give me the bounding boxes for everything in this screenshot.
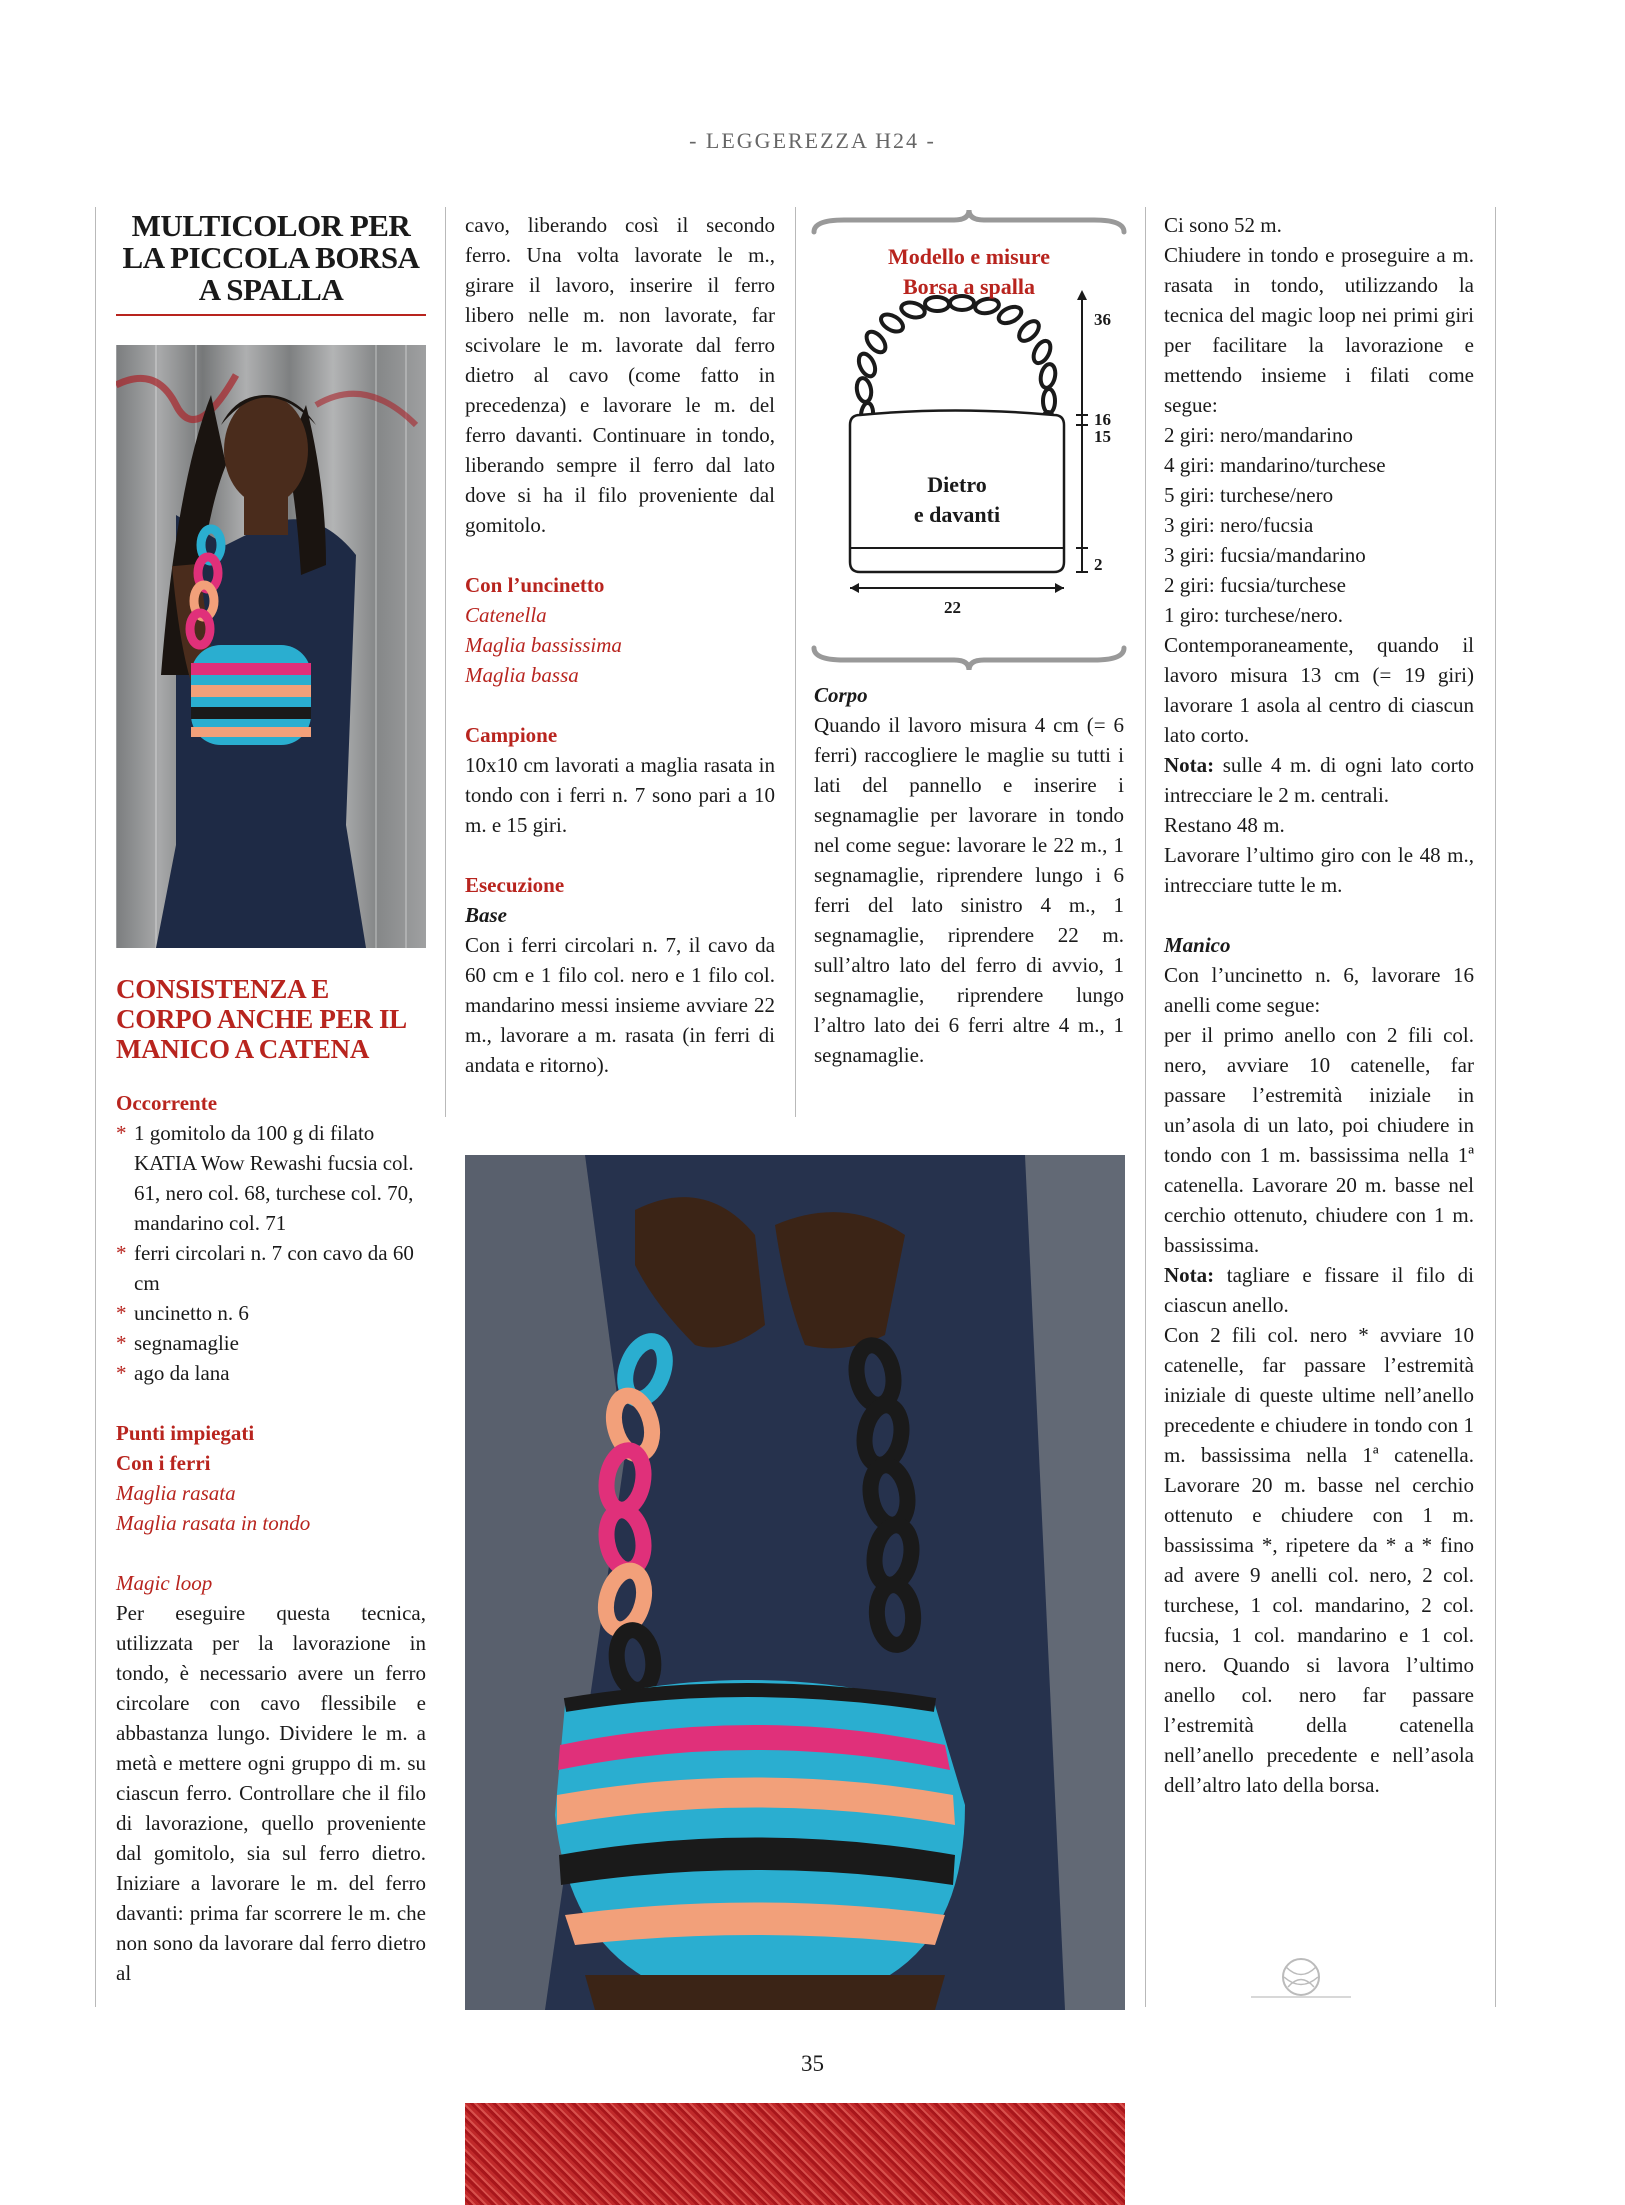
page-number: 35: [801, 2051, 824, 2076]
stitch-name: Maglia rasata in tondo: [116, 1511, 311, 1535]
gauge-text: 10x10 cm lavorati a maglia rasata in tondo con i ferri n. 7 sono pari a 10 m. e 15 giri.: [465, 753, 775, 837]
column-rule: [1145, 207, 1146, 2007]
dimension-label: 16: [1094, 410, 1111, 429]
bullet-star-icon: *: [116, 1331, 127, 1355]
bullet-star-icon: *: [116, 1241, 127, 1265]
base-heading: Base: [465, 903, 507, 927]
column-rule: [795, 207, 796, 1117]
handle-heading: Manico: [1164, 933, 1231, 957]
column-1: [116, 210, 426, 2010]
stitch-name: Maglia rasata: [116, 1481, 236, 1505]
column-4: [1164, 210, 1474, 2010]
dimension-label: 15: [1094, 427, 1111, 446]
knitting-subheading: Con i ferri: [116, 1451, 211, 1475]
stitches-heading: Punti impiegati: [116, 1421, 255, 1445]
remaining-stitches: Restano 48 m.: [1164, 813, 1285, 837]
round-instructions: Chiudere in tondo e proseguire a m. rasata in tondo, utilizzando la tecnica del magic loop nei primi giri per facilitare la lavorazione e mettendo insieme i filati come segue:: [1164, 243, 1474, 417]
column-rule: [1495, 207, 1496, 2007]
handle-intro: Con l’uncinetto n. 6, lavorare 16 anelli come segue:: [1164, 963, 1474, 1017]
gauge-heading: Campione: [465, 723, 558, 747]
color-sequence-item: 1 giro: turchese/nero.: [1164, 603, 1344, 627]
diagram-title: Modello e misure Borsa a spalla: [887, 244, 1051, 299]
magic-loop-continued: cavo, liberando così il secondo ferro. Una volta lavorate le m., girare il lavoro, inserire il ferro libero nelle m. non lavorate, far scivolare le m. lavorate dal ferro dietro al cavo (come fatto in precedenza) e lavorare le m. del ferro davanti. Continuare in tondo, liberando sempre il ferro dal lato dove si ha il filo proveniente dal gomitolo.: [465, 213, 775, 537]
color-sequence-item: 2 giri: nero/mandarino: [1164, 423, 1353, 447]
list-item: * segnamaglie: [116, 1328, 426, 1358]
list-item: * 1 gomitolo da 100 g di filato KATIA Wow Rewashi fucsia col. 61, nero col. 68, turchese col. 70, mandarino col. 71: [116, 1118, 426, 1238]
handle-first-ring: per il primo anello con 2 fili col. nero, avviare 10 catenelle, far passare l’estremità iniziale in un’asola di un lato, poi chiudere in tondo con 1 m. bassissima nella 1ª catenella. Lavorare 20 m. basse nel cerchio ottenuto, chiudere con 1 m. bassissima.: [1164, 1023, 1474, 1257]
materials-list: [116, 1118, 426, 1388]
dimension-label: 22: [944, 598, 961, 617]
color-sequence-item: 5 giri: turchese/nero: [1164, 483, 1334, 507]
color-sequence-item: 4 giri: mandarino/turchese: [1164, 453, 1386, 477]
column-rule: [445, 207, 446, 1117]
materials-heading: Occorrente: [116, 1091, 218, 1115]
model-photo: [116, 345, 426, 948]
bag-closeup-illustration: [465, 1155, 1125, 2010]
bullet-star-icon: *: [116, 1361, 127, 1385]
list-item: * uncinetto n. 6: [116, 1298, 426, 1328]
panel-label: Dietro e davanti: [913, 472, 1001, 527]
article-title: MULTICOLOR PER LA PICCOLA BORSA A SPALLA: [116, 210, 426, 316]
decorative-yarn-band: [465, 2103, 1125, 2205]
body-text: Quando il lavoro misura 4 cm (= 6 ferri) raccogliere le maglie su tutti i lati del pannello e inserire i segnamaglie per lavorare in tondo nel come segue: lavorare le 22 m., 1 segnamaglie, riprendere lungo i 6 ferri del lato sinistro 4 m., 1 segnamaglie, riprendere 22 m. sull’altro lato del ferro di avvio, 1 segnamaglie, riprendere lungo l’altro lato dei 6 ferri altre 4 m., 1 segnamaglie.: [814, 713, 1124, 1067]
column-rule: [95, 207, 96, 2007]
stitch-name: Maglia bassa: [465, 663, 579, 687]
note-paragraph: Nota: tagliare e fissare il filo di ciascun anello.: [1164, 1263, 1474, 1317]
bag-closeup-photo: [465, 1155, 1125, 2010]
color-sequence-item: 3 giri: fucsia/mandarino: [1164, 543, 1366, 567]
bullet-star-icon: *: [116, 1301, 127, 1325]
body-heading: Corpo: [814, 683, 868, 707]
crochet-heading: Con l’uncinetto: [465, 573, 605, 597]
stitch-name: Catenella: [465, 603, 547, 627]
note-paragraph: Nota: sulle 4 m. di ogni lato corto intrecciare le 2 m. centrali.: [1164, 753, 1474, 807]
list-item: * ago da lana: [116, 1358, 426, 1388]
model-with-bag-illustration: [116, 345, 426, 948]
bullet-star-icon: *: [116, 1121, 127, 1145]
execution-heading: Esecuzione: [465, 873, 565, 897]
magic-loop-heading: Magic loop: [116, 1571, 213, 1595]
dimension-label: 36: [1094, 310, 1111, 329]
yarn-ball-icon: [1246, 1952, 1356, 2002]
section-subtitle: CONSISTENZA E CORPO ANCHE PER IL MANICO A CATENA: [116, 974, 406, 1064]
color-sequence-item: 2 giri: fucsia/turchese: [1164, 573, 1346, 597]
stitch-count: Ci sono 52 m.: [1164, 213, 1282, 237]
handle-rings: Con 2 fili col. nero * avviare 10 catenelle, far passare l’estremità iniziale di queste ultime nell’anello precedente e chiudere in tondo con 1 m. bassissima nella 1ª catenella. Lavorare 20 m. basse nel cerchio ottenuto e chiudere con 1 m. bassissima *, ripetere da * a * fino ad avere 9 anelli col. nero, 2 col. turchese, 1 col. mandarino, 2 col. fucsia, 1 col. mandarino e 1 col. nero. Quando si lavora l’ultimo anello col. nero far passare l’estremità della catenella nell’anello precedente e nell’asola dell’altro lato della borsa.: [1164, 1323, 1474, 1797]
buttonhole-text: Contemporaneamente, quando il lavoro misura 13 cm (= 19 giri) lavorare 1 asola al centro di ciascun lato corto.: [1164, 633, 1474, 747]
running-head: - LEGGEREZZA H24 -: [689, 128, 936, 153]
magic-loop-text: Per eseguire questa tecnica, utilizzata per la lavorazione in tondo, è necessario avere un ferro circolare con cavo flessibile e abbastanza lungo. Dividere le m. a metà e mettere ogni gruppo di m. su ciascun ferro. Controllare che il filo di lavorazione, quello proveniente dal gomitolo, sia sul ferro dietro. Iniziare a lavorare le m. del ferro davanti: prima far scorrere le m. che non sono da lavorare dal ferro dietro al: [116, 1601, 426, 1985]
dimension-label: 2: [1094, 555, 1103, 574]
final-round-text: Lavorare l’ultimo giro con le 48 m., intrecciare tutte le m.: [1164, 843, 1474, 897]
color-sequence-item: 3 giri: nero/fucsia: [1164, 513, 1314, 537]
list-item: * ferri circolari n. 7 con cavo da 60 cm: [116, 1238, 426, 1298]
schematic-diagram: [804, 210, 1134, 670]
stitch-name: Maglia bassissima: [465, 633, 622, 657]
base-text: Con i ferri circolari n. 7, il cavo da 60 cm e 1 filo col. nero e 1 filo col. mandarino messi insieme avviare 22 m., lavorare a m. rasata (in ferri di andata e ritorno).: [465, 933, 775, 1077]
